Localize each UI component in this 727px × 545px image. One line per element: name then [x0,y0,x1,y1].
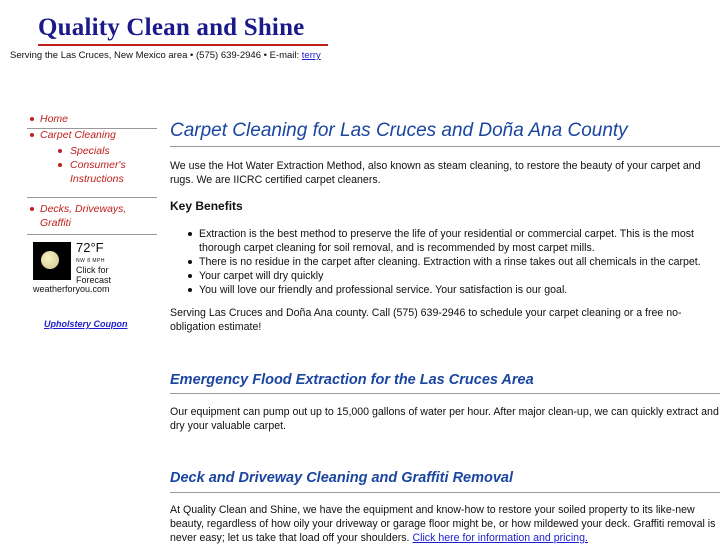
section-divider [170,393,720,394]
weather-widget[interactable] [33,240,153,290]
deck-heading: Deck and Driveway Cleaning and Graffiti Removal [170,470,514,486]
weather-wind: NW 8 MPH [76,258,105,264]
nav-divider [27,197,157,198]
bullet-icon [30,133,34,137]
list-item [186,227,722,255]
list-item [186,255,722,269]
nav-consumer-link[interactable]: Consumer's Instructions [70,159,126,185]
nav-item-home[interactable] [27,112,157,126]
email-link[interactable]: terry [301,50,321,61]
site-title: Quality Clean and Shine [38,14,305,41]
section-divider [170,146,720,147]
nav-divider [27,234,157,235]
weather-temperature: 72°F [76,240,104,255]
carpet-closing: Serving Las Cruces and Doña Ana county. Call (575) 639-2946 to schedule your carpet cleaning or a free no-obligation estimate! [170,307,682,333]
weather-site-label: weatherforyou.com [33,284,110,294]
nav-specials-link[interactable]: Specials [70,145,110,157]
bullet-icon [30,207,34,211]
flood-text: Our equipment can pump out up to 15,000 gallons of water per hour. After major clean-up, we can quickly extract and dry your valuable carpet. [170,406,719,432]
nav-decks-link[interactable]: Decks, Driveways, Graffiti [40,203,127,229]
nav-home-link[interactable]: Home [40,113,69,125]
nav-item-decks[interactable] [27,202,157,230]
bullet-icon [188,274,192,278]
upholstery-coupon-link[interactable]: Upholstery Coupon [44,319,128,329]
carpet-intro: We use the Hot Water Extraction Method, also known as steam cleaning, to restore the beauty of your carpet and rugs. We are IICRC certified carpet cleaners. [170,160,701,186]
deck-text [170,503,722,545]
nav-item-consumer-instructions[interactable] [57,158,147,186]
carpet-heading: Carpet Cleaning for Las Cruces and Doña Ana County [170,120,628,141]
benefit-text: There is no residue in the carpet after cleaning. Extraction with a rinse takes out all chemicals in the carpet. [199,256,701,268]
deck-info-link[interactable]: Click here for information and pricing. [412,532,588,544]
title-underline [38,44,328,46]
benefit-text: You will love our friendly and professional service. Your satisfaction is our goal. [199,284,568,296]
bullet-icon [188,288,192,292]
bullet-icon [188,232,192,236]
benefits-list [186,227,722,297]
nav-item-specials[interactable] [57,144,157,158]
tagline-text: Serving the Las Cruces, New Mexico area • (575) 639-2946 • E-mail: [10,50,302,61]
tagline [10,50,321,61]
nav-carpet-link[interactable]: Carpet Cleaning [40,129,116,141]
bullet-icon [58,163,62,167]
list-item [186,269,722,283]
bullet-icon [30,117,34,121]
deck-text-body: At Quality Clean and Shine, we have the equipment and know-how to restore your soiled property to its like-new beauty, regardless of how oily your driveway or garage floor might be, or how mildewed your deck. Graffiti removal is never easy; let us take that load off your shoulders. [170,504,716,544]
benefit-text: Your carpet will dry quickly [199,270,324,282]
benefits-heading: Key Benefits [170,199,243,213]
nav-item-carpet-cleaning[interactable] [27,128,157,142]
bullet-icon [188,260,192,264]
weather-forecast-link[interactable]: Click for Forecast [76,265,112,285]
flood-heading: Emergency Flood Extraction for the Las Cruces Area [170,372,534,388]
weather-thumbnail [33,242,71,280]
moon-icon [41,251,59,269]
benefit-text: Extraction is the best method to preserve the life of your residential or commercial carpet. This is the most thorough carpet cleaning for soil removal, and is recommended by most carpet mills. [199,228,694,254]
list-item [186,283,722,297]
section-divider [170,492,720,493]
bullet-icon [58,149,62,153]
